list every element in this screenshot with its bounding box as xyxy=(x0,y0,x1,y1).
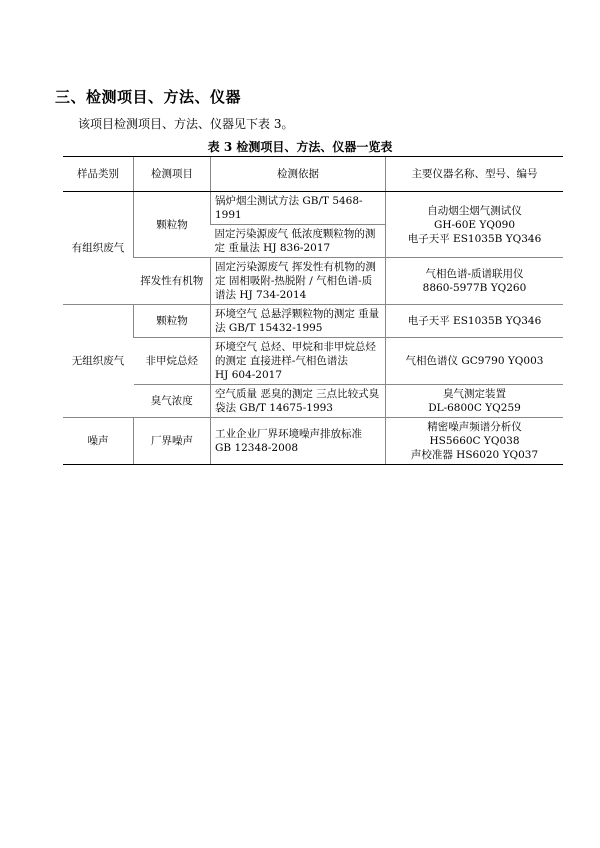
method-cell: 空气质量 恶臭的测定 三点比较式臭袋法 GB/T 14675-1993 xyxy=(211,385,386,418)
item-cell: 非甲烷总烃 xyxy=(134,338,211,385)
instrument-cell xyxy=(386,338,564,385)
method-cell: 锅炉烟尘测试方法 GB/T 5468-1991 xyxy=(211,192,386,225)
instrument-line: 气相色谱-质谱联用仪 xyxy=(425,268,524,280)
instrument-cell xyxy=(386,418,564,465)
method-cell: 环境空气 总悬浮颗粒物的测定 重量法 GB/T 15432-1995 xyxy=(211,305,386,338)
method-cell: 固定污染源废气 低浓度颗粒物的测定 重量法 HJ 836-2017 xyxy=(211,225,386,258)
inspection-table xyxy=(63,156,563,465)
item-cell: 臭气浓度 xyxy=(134,385,211,418)
table-row xyxy=(63,192,563,225)
table-row xyxy=(63,338,563,385)
table-header-row xyxy=(63,157,563,192)
instrument-line: 电子天平 ES1035B YQ346 xyxy=(407,315,542,327)
method-line: 环境空气 总烃、甲烷和非甲烷总烃的测定 直接进样-气相色谱法 xyxy=(215,341,376,367)
instrument-cell xyxy=(386,385,564,418)
item-cell: 厂界噪声 xyxy=(134,418,211,465)
method-cell xyxy=(211,418,386,465)
item-cell: 颗粒物 xyxy=(134,305,211,338)
instrument-line: 臭气测定装置 xyxy=(443,388,506,400)
item-cell: 颗粒物 xyxy=(134,192,211,258)
section-heading: 三、检测项目、方法、仪器 xyxy=(55,88,242,106)
instrument-cell xyxy=(386,192,564,258)
method-cell xyxy=(211,338,386,385)
category-cell: 无组织废气 xyxy=(63,305,134,418)
table-row xyxy=(63,385,563,418)
table-row xyxy=(63,305,563,338)
header-test-basis: 检测依据 xyxy=(211,157,386,192)
instrument-line: 自动烟尘烟气测试仪 xyxy=(427,204,522,217)
instrument-line: 精密噪声频谱分析仪 xyxy=(427,421,522,433)
method-line: HJ 604-2017 xyxy=(215,369,283,381)
method-cell: 固定污染源废气 挥发性有机物的测定 固相吸附-热脱附 / 气相色谱-质谱法 HJ 734-2014 xyxy=(211,258,386,305)
category-cell: 噪声 xyxy=(63,418,134,465)
instrument-line: 声校准器 HS6020 YQ037 xyxy=(410,449,539,461)
instrument-cell xyxy=(386,305,564,338)
header-sample-category: 样品类别 xyxy=(63,157,134,192)
instrument-line: HS5660C YQ038 xyxy=(429,435,520,447)
table-row xyxy=(63,418,563,465)
table-row xyxy=(63,258,563,305)
table-caption: 表 3 检测项目、方法、仪器一览表 xyxy=(207,140,393,154)
instrument-cell xyxy=(386,258,564,305)
method-line: 工业企业厂界环境噪声排放标准 xyxy=(215,428,362,440)
instrument-line: 气相色谱仪 GC9790 YQ003 xyxy=(405,355,544,367)
instrument-line: GH-60E YQ090 xyxy=(433,218,516,231)
header-instrument: 主要仪器名称、型号、编号 xyxy=(386,157,564,192)
item-cell: 挥发性有机物 xyxy=(134,258,211,305)
intro-text: 该项目检测项目、方法、仪器见下表 3。 xyxy=(78,117,294,131)
instrument-line: 电子天平 ES1035B YQ346 xyxy=(407,232,542,245)
category-cell: 有组织废气 xyxy=(63,192,134,305)
instrument-line: DL-6800C YQ259 xyxy=(428,402,521,414)
header-test-item: 检测项目 xyxy=(134,157,211,192)
method-line: GB 12348-2008 xyxy=(215,442,299,454)
instrument-line: 8860-5977B YQ260 xyxy=(422,282,527,294)
